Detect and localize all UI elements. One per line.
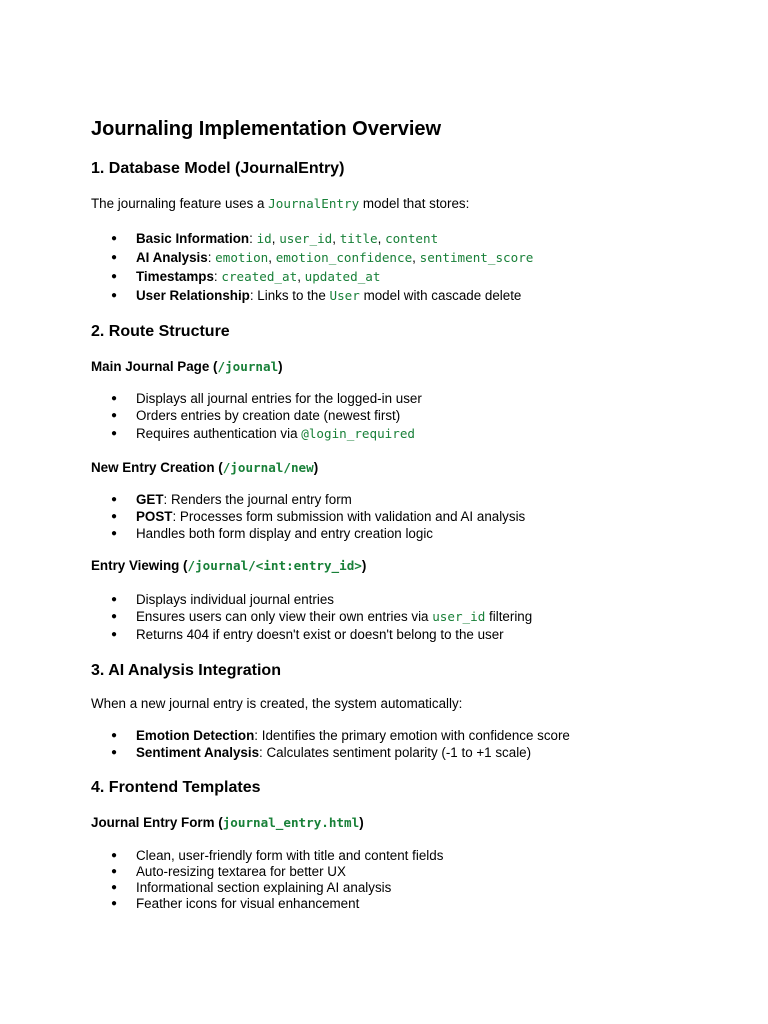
- list-item: ● Returns 404 if entry doesn't exist or doesn't belong to the user: [91, 626, 532, 643]
- new-entry-list: [91, 491, 525, 542]
- ai-analysis-list: [91, 727, 570, 761]
- list-item: ● Requires authentication via @login_required: [91, 424, 422, 443]
- database-fields-list: [91, 229, 533, 305]
- list-item: ● Ensures users can only view their own entries via user_id filtering: [91, 608, 532, 626]
- section-intro-ai-analysis: When a new journal entry is created, the system automatically:: [91, 696, 463, 711]
- list-item: ● Auto-resizing textarea for better UX: [91, 864, 443, 880]
- list-item: ● Displays all journal entries for the logged-in user: [91, 391, 422, 407]
- subheading-main-journal-page: Main Journal Page (/journal): [91, 359, 283, 374]
- subheading-entry-viewing: Entry Viewing (/journal/<int:entry_id>): [91, 558, 367, 573]
- list-item: ● AI Analysis: emotion, emotion_confidence, sentiment_score: [91, 248, 533, 267]
- page-title: Journaling Implementation Overview: [91, 118, 442, 140]
- inline-code: JournalEntry: [268, 196, 360, 211]
- list-item: ● POST: Processes form submission with validation and AI analysis: [91, 508, 525, 525]
- subheading-journal-entry-form: Journal Entry Form (journal_entry.html): [91, 815, 364, 830]
- list-item: ● Handles both form display and entry creation logic: [91, 525, 525, 542]
- list-item: ● Displays individual journal entries: [91, 591, 532, 608]
- list-item: ● Basic Information: id, user_id, title, content: [91, 229, 533, 248]
- list-item: ● Feather icons for visual enhancement: [91, 896, 443, 912]
- list-item: ● GET: Renders the journal entry form: [91, 491, 525, 508]
- entry-viewing-list: [91, 591, 532, 643]
- section-heading-route-structure: 2. Route Structure: [91, 323, 230, 340]
- list-item: ● Timestamps: created_at, updated_at: [91, 267, 533, 286]
- section-heading-frontend-templates: 4. Frontend Templates: [91, 779, 261, 796]
- list-item: ● Clean, user-friendly form with title and content fields: [91, 848, 443, 864]
- list-item: ● Emotion Detection: Identifies the primary emotion with confidence score: [91, 727, 570, 744]
- list-item: ● User Relationship: Links to the User model with cascade delete: [91, 286, 533, 305]
- section-heading-database-model: 1. Database Model (JournalEntry): [91, 160, 345, 177]
- list-item: ● Orders entries by creation date (newest first): [91, 407, 422, 424]
- list-item: ● Sentiment Analysis: Calculates sentiment polarity (-1 to +1 scale): [91, 744, 570, 761]
- section-intro-database-model: The journaling feature uses a JournalEntry model that stores:: [91, 196, 470, 211]
- main-journal-list: [91, 391, 422, 443]
- list-item: ● Informational section explaining AI analysis: [91, 880, 443, 896]
- subheading-new-entry-creation: New Entry Creation (/journal/new): [91, 460, 319, 475]
- frontend-templates-list: [91, 848, 443, 912]
- section-heading-ai-analysis: 3. AI Analysis Integration: [91, 662, 281, 679]
